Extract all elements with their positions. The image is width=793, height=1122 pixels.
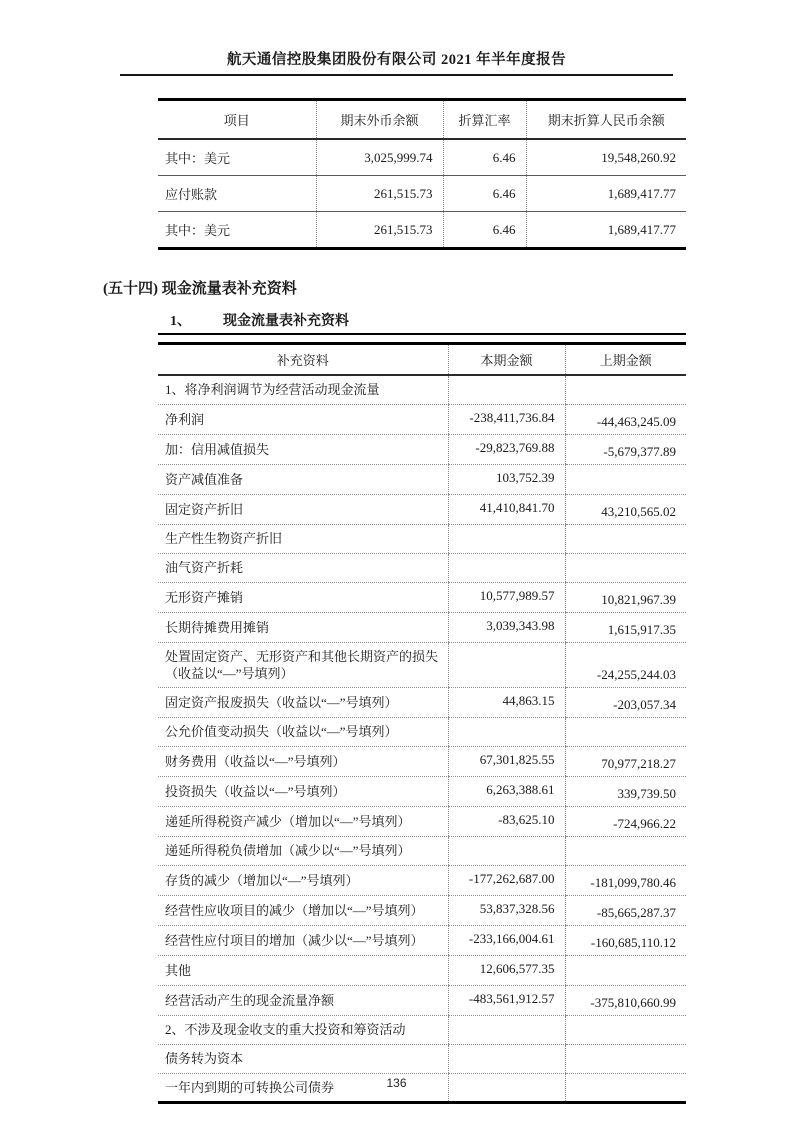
amount-cell	[565, 464, 686, 494]
amount-cell: 261,515.73	[316, 176, 443, 212]
table-row	[158, 717, 686, 746]
amount-cell	[448, 642, 565, 687]
currency-col-header-item: 项目	[158, 100, 316, 140]
amount-cell: 53,837,328.56	[448, 895, 565, 925]
table-row	[158, 375, 686, 404]
amount-cell: 6.46	[443, 176, 526, 212]
amount-cell: -375,810,660.99	[565, 985, 686, 1015]
amount-cell: 6,263,388.61	[448, 776, 565, 806]
amount-cell: 10,821,967.39	[565, 582, 686, 612]
item-label-cell: 递延所得税资产减少（增加以“—”号填列）	[158, 806, 448, 836]
page-number: 136	[386, 1076, 407, 1090]
amount-cell	[448, 1015, 565, 1044]
item-label-cell: 财务费用（收益以“—”号填列）	[158, 746, 448, 776]
table-row	[158, 212, 686, 249]
foreign-currency-table	[158, 98, 686, 250]
cashflow-col-header-prior-period: 上期金额	[565, 344, 686, 376]
amount-cell: 10,577,989.57	[448, 582, 565, 612]
amount-cell	[448, 375, 565, 404]
amount-cell: 19,548,260.92	[526, 139, 686, 176]
item-label-cell: 债务转为资本	[158, 1044, 448, 1073]
item-label-cell: 经营性应付项目的增加（减少以“—”号填列）	[158, 925, 448, 955]
amount-cell: -483,561,912.57	[448, 985, 565, 1015]
amount-cell: -160,685,110.12	[565, 925, 686, 955]
item-label-cell: 2、不涉及现金收支的重大投资和筹资活动	[158, 1015, 448, 1044]
item-label-cell: 生产性生物资产折旧	[158, 524, 448, 553]
item-label-cell: 存货的减少（增加以“—”号填列）	[158, 865, 448, 895]
table-row	[158, 612, 686, 642]
currency-col-header-rmb-balance: 期末折算人民币余额	[526, 100, 686, 140]
cashflow-col-header-item: 补充资料	[158, 344, 448, 376]
item-label-cell: 处置固定资产、无形资产和其他长期资产的损失（收益以“—”号填列）	[158, 642, 448, 687]
table-row	[158, 985, 686, 1015]
table-row	[158, 642, 686, 687]
amount-cell: 1,689,417.77	[526, 212, 686, 249]
amount-cell	[565, 1044, 686, 1073]
item-label-cell: 加：信用减值损失	[158, 434, 448, 464]
amount-cell	[448, 524, 565, 553]
table-row	[158, 687, 686, 717]
amount-cell: 44,863.15	[448, 687, 565, 717]
item-label-cell: 投资损失（收益以“—”号填列）	[158, 776, 448, 806]
amount-cell	[448, 717, 565, 746]
amount-cell: -83,625.10	[448, 806, 565, 836]
cashflow-table-header-row	[158, 344, 686, 376]
amount-cell: 12,606,577.35	[448, 955, 565, 985]
amount-cell	[565, 955, 686, 985]
cashflow-table-body	[158, 375, 686, 1102]
amount-cell: 43,210,565.02	[565, 494, 686, 524]
item-label-cell: 净利润	[158, 404, 448, 434]
table-row	[158, 524, 686, 553]
table-row	[158, 553, 686, 582]
amount-cell	[448, 1044, 565, 1073]
table-row	[158, 806, 686, 836]
currency-table-header-row	[158, 100, 686, 140]
amount-cell	[565, 375, 686, 404]
item-label-cell: 固定资产折旧	[158, 494, 448, 524]
amount-cell: -238,411,736.84	[448, 404, 565, 434]
item-label-cell: 无形资产摊销	[158, 582, 448, 612]
table-row	[158, 836, 686, 865]
cashflow-col-header-current-period: 本期金额	[448, 344, 565, 376]
table-row	[158, 955, 686, 985]
item-label-cell: 一年内到期的可转换公司债券	[158, 1073, 448, 1102]
amount-cell: 6.46	[443, 212, 526, 249]
amount-cell: 70,977,218.27	[565, 746, 686, 776]
table-row	[158, 464, 686, 494]
currency-col-header-foreign-balance: 期末外币余额	[316, 100, 443, 140]
table-row	[158, 865, 686, 895]
amount-cell: -5,679,377.89	[565, 434, 686, 464]
subsection-title: 现金流量表补充资料	[223, 314, 349, 329]
amount-cell	[448, 553, 565, 582]
subsection-heading	[158, 310, 686, 335]
amount-cell	[565, 524, 686, 553]
amount-cell: -181,099,780.46	[565, 865, 686, 895]
item-label-cell: 油气资产折耗	[158, 553, 448, 582]
item-label-cell: 长期待摊费用摊销	[158, 612, 448, 642]
running-head	[120, 0, 673, 76]
amount-cell	[565, 836, 686, 865]
item-label-cell: 经营活动产生的现金流量净额	[158, 985, 448, 1015]
item-label-cell: 其中：美元	[158, 139, 316, 176]
amount-cell: -85,665,287.37	[565, 895, 686, 925]
amount-cell	[448, 836, 565, 865]
amount-cell: -24,255,244.03	[565, 642, 686, 687]
amount-cell: 6.46	[443, 139, 526, 176]
table-row	[158, 895, 686, 925]
item-label-cell: 固定资产报废损失（收益以“—”号填列）	[158, 687, 448, 717]
table-row	[158, 1015, 686, 1044]
table-row	[158, 494, 686, 524]
cashflow-supplement-table	[158, 342, 686, 1104]
item-label-cell: 资产减值准备	[158, 464, 448, 494]
amount-cell: -203,057.34	[565, 687, 686, 717]
item-label-cell: 公允价值变动损失（收益以“—”号填列）	[158, 717, 448, 746]
amount-cell: 3,025,999.74	[316, 139, 443, 176]
amount-cell: 1,689,417.77	[526, 176, 686, 212]
item-label-cell: 1、将净利润调节为经营活动现金流量	[158, 375, 448, 404]
amount-cell: 339,739.50	[565, 776, 686, 806]
amount-cell: -177,262,687.00	[448, 865, 565, 895]
table-row	[158, 582, 686, 612]
amount-cell: 261,515.73	[316, 212, 443, 249]
amount-cell: -29,823,769.88	[448, 434, 565, 464]
table-row	[158, 925, 686, 955]
table-row	[158, 404, 686, 434]
table-row	[158, 434, 686, 464]
amount-cell: 103,752.39	[448, 464, 565, 494]
amount-cell: -233,166,004.61	[448, 925, 565, 955]
subsection-number: 1、	[170, 314, 191, 329]
amount-cell: 67,301,825.55	[448, 746, 565, 776]
section-heading: (五十四) 现金流量表补充资料	[103, 281, 297, 297]
currency-col-header-exchange-rate: 折算汇率	[443, 100, 526, 140]
item-label-cell: 递延所得税负债增加（减少以“—”号填列）	[158, 836, 448, 865]
amount-cell: -44,463,245.09	[565, 404, 686, 434]
table-row	[158, 1044, 686, 1073]
currency-table-body	[158, 139, 686, 249]
item-label-cell: 其中：美元	[158, 212, 316, 249]
amount-cell	[565, 1015, 686, 1044]
item-label-cell: 其他	[158, 955, 448, 985]
table-row	[158, 176, 686, 212]
table-row	[158, 776, 686, 806]
amount-cell: 3,039,343.98	[448, 612, 565, 642]
amount-cell: -724,966.22	[565, 806, 686, 836]
item-label-cell: 应付账款	[158, 176, 316, 212]
amount-cell	[565, 553, 686, 582]
item-label-cell: 经营性应收项目的减少（增加以“—”号填列）	[158, 895, 448, 925]
amount-cell: 41,410,841.70	[448, 494, 565, 524]
amount-cell	[565, 717, 686, 746]
table-row	[158, 139, 686, 176]
report-title: 航天通信控股集团股份有限公司 2021 年半年度报告	[226, 52, 567, 68]
table-row	[158, 746, 686, 776]
amount-cell: 1,615,917.35	[565, 612, 686, 642]
